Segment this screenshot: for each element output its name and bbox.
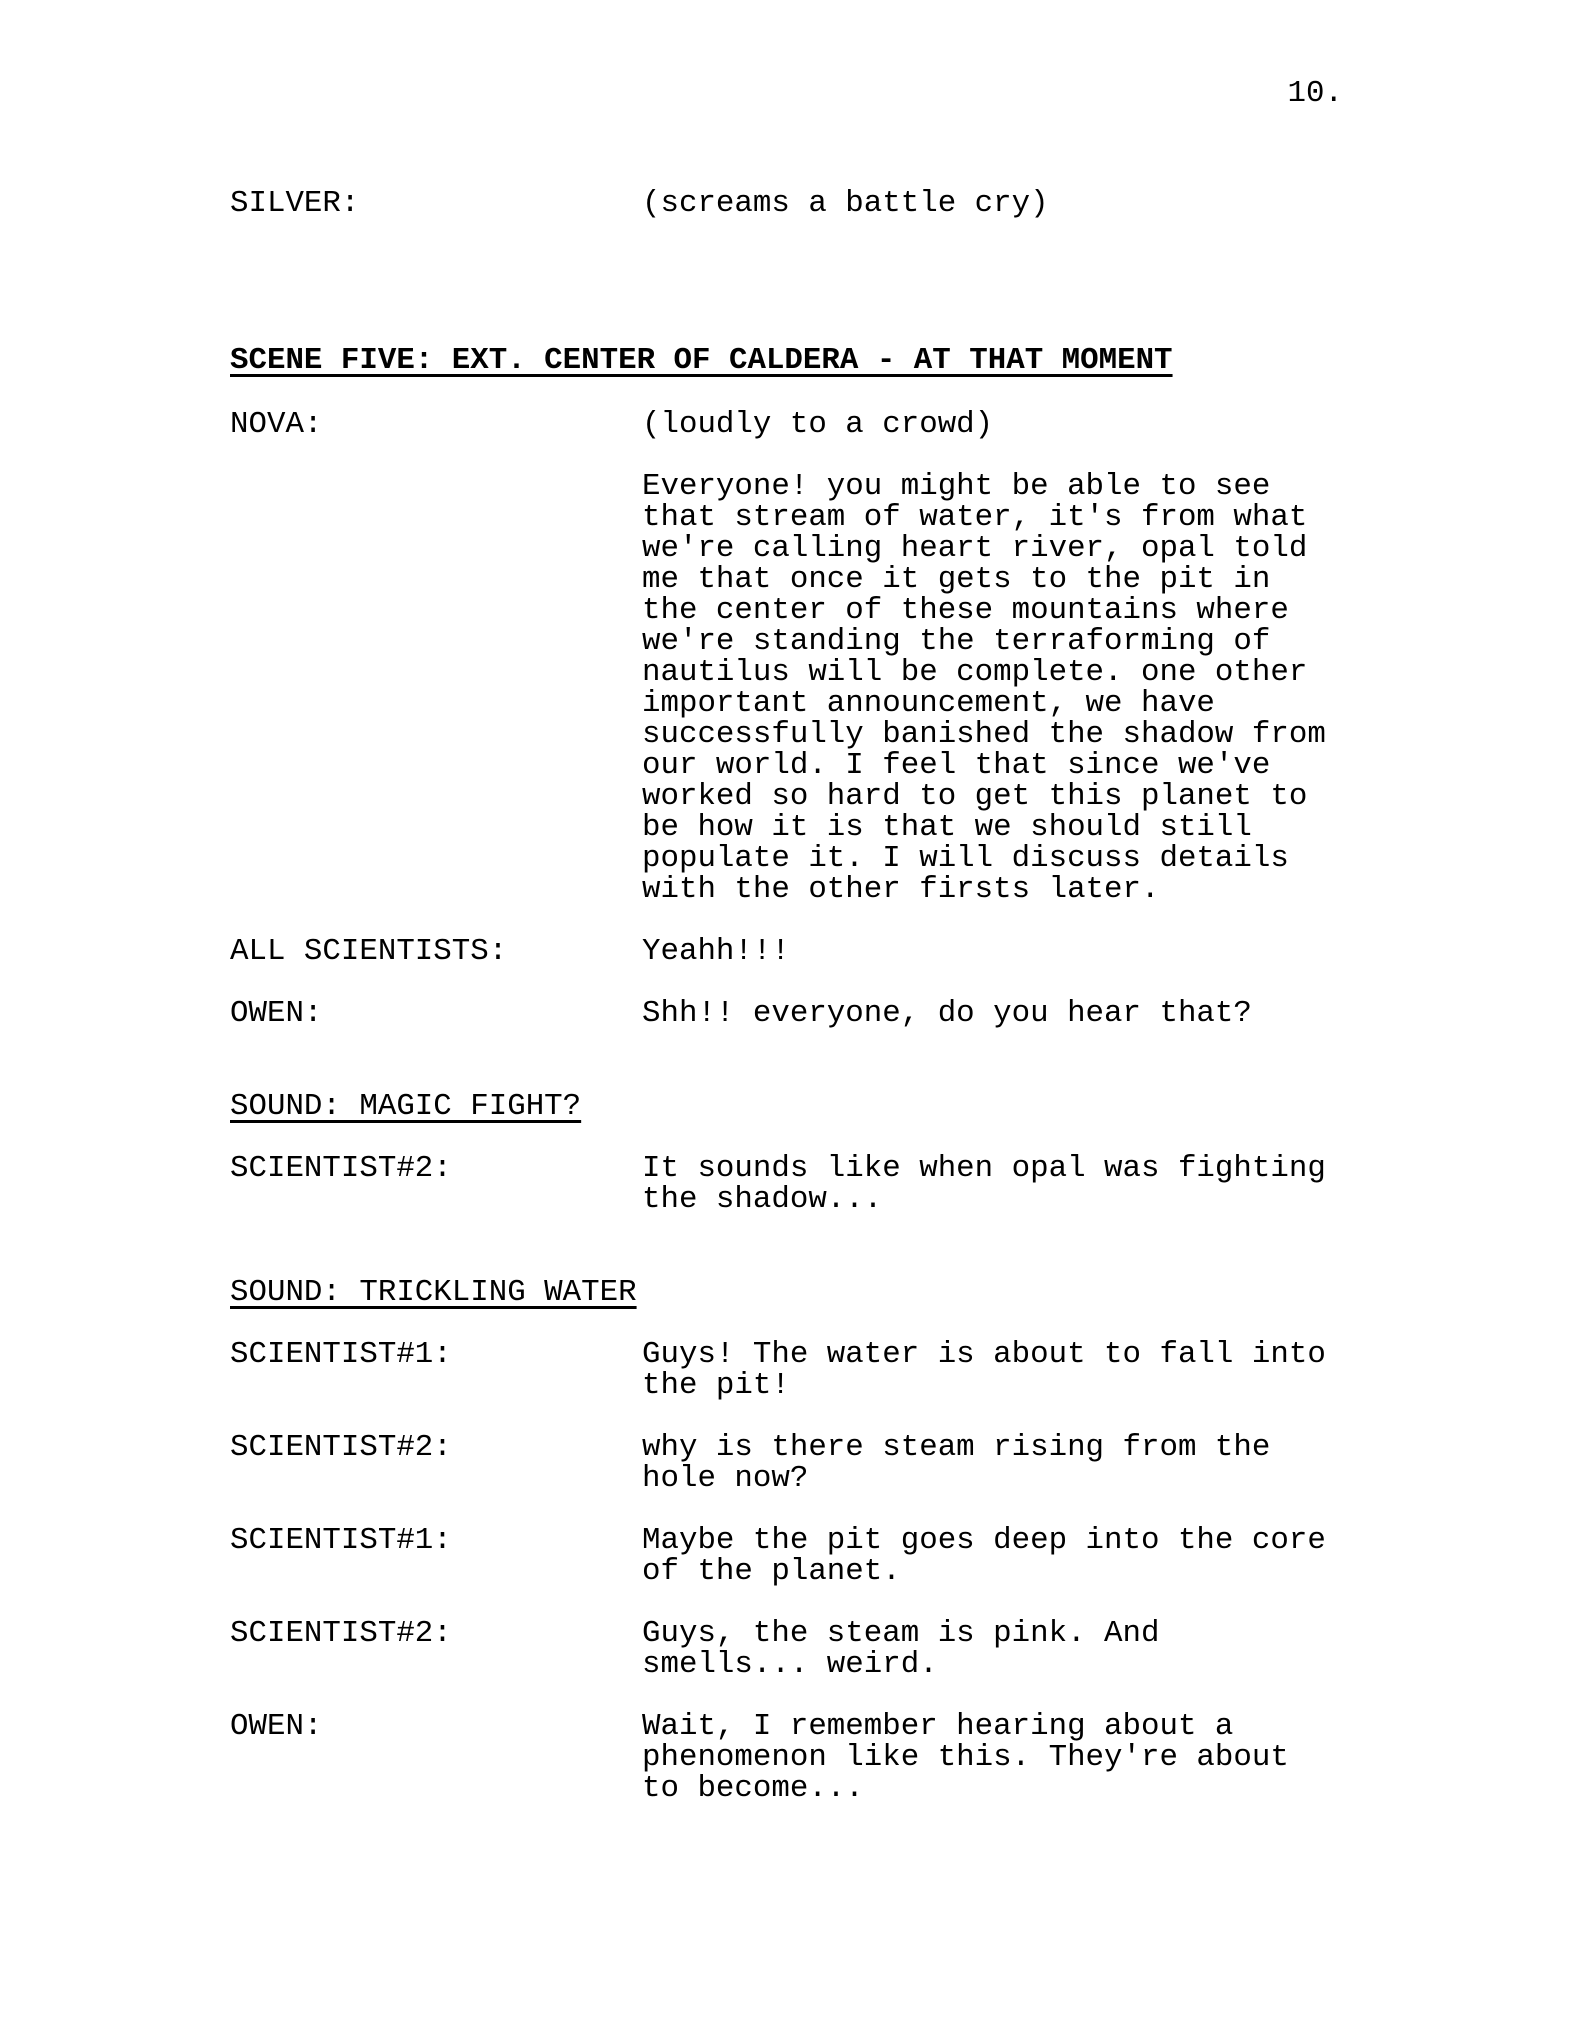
dialogue-block-scientist2 <box>230 1618 1480 1680</box>
dialogue-block-scientist1 <box>230 1339 1480 1401</box>
dialogue-line: with the other firsts later. <box>642 872 1160 907</box>
dialogue-line: be how it is that we should still <box>642 810 1252 845</box>
dialogue-line: Everyone! you might be able to see <box>642 469 1271 504</box>
dialogue-line: to become... <box>642 1771 864 1806</box>
parenthetical-line: (screams a battle cry) <box>642 186 1049 221</box>
dialogue-line: the pit! <box>642 1368 790 1403</box>
character-name: ALL SCIENTISTS: <box>230 934 508 969</box>
dialogue-line: we're calling heart river, opal told <box>642 531 1308 566</box>
dialogue-line: the shadow... <box>642 1182 883 1217</box>
dialogue-line: me that once it gets to the pit in <box>642 562 1271 597</box>
character-name: SCIENTIST#2: <box>230 1151 452 1186</box>
character-name: SCIENTIST#1: <box>230 1337 452 1372</box>
sound-cue: SOUND: TRICKLING WATER <box>230 1275 637 1310</box>
dialogue-line: Guys, the steam is pink. And <box>642 1616 1160 1651</box>
dialogue-block-owen <box>230 998 1480 1029</box>
dialogue-line: nautilus will be complete. one other <box>642 655 1308 690</box>
page-number: 10. <box>1287 76 1343 111</box>
dialogue-line: our world. I feel that since we've <box>642 748 1271 783</box>
character-name: SCIENTIST#1: <box>230 1523 452 1558</box>
dialogue-line: populate it. I will discuss details <box>642 841 1289 876</box>
blank-line <box>642 440 1480 471</box>
character-name: SILVER: <box>230 186 360 221</box>
dialogue-block-nova <box>230 409 1480 905</box>
character-name: SCIENTIST#2: <box>230 1616 452 1651</box>
sound-cue-block <box>230 1091 1480 1122</box>
dialogue-line: Shh!! everyone, do you hear that? <box>642 996 1252 1031</box>
sound-cue: SOUND: MAGIC FIGHT? <box>230 1089 582 1124</box>
dialogue-block-scientist1 <box>230 1525 1480 1587</box>
dialogue-line: Maybe the pit goes deep into the core <box>642 1523 1326 1558</box>
dialogue-line: that stream of water, it's from what <box>642 500 1308 535</box>
dialogue-block-owen <box>230 1711 1480 1804</box>
dialogue-line: smells... weird. <box>642 1647 938 1682</box>
dialogue-line: Yeahh!!! <box>642 934 790 969</box>
dialogue-line: It sounds like when opal was fighting <box>642 1151 1326 1186</box>
dialogue-line: we're standing the terraforming of <box>642 624 1271 659</box>
character-name: OWEN: <box>230 1709 323 1744</box>
character-name: SCIENTIST#2: <box>230 1430 452 1465</box>
dialogue-line: Wait, I remember hearing about a <box>642 1709 1234 1744</box>
dialogue-block-silver <box>230 188 1480 219</box>
dialogue-line: successfully banished the shadow from <box>642 717 1326 752</box>
scene-heading: SCENE FIVE: EXT. CENTER OF CALDERA - AT THAT MOMENT <box>230 343 1173 378</box>
dialogue-line: why is there steam rising from the <box>642 1430 1271 1465</box>
dialogue-block-scientist2 <box>230 1432 1480 1494</box>
dialogue-line: the center of these mountains where <box>642 593 1289 628</box>
parenthetical-line: (loudly to a crowd) <box>642 407 994 442</box>
dialogue-block-all-scientists <box>230 936 1480 967</box>
dialogue-line: of the planet. <box>642 1554 901 1589</box>
dialogue-block-scientist2 <box>230 1153 1480 1215</box>
dialogue-line: hole now? <box>642 1461 809 1496</box>
dialogue-line: phenomenon like this. They're about <box>642 1740 1289 1775</box>
dialogue-line: important announcement, we have <box>642 686 1215 721</box>
dialogue-line: worked so hard to get this planet to <box>642 779 1308 814</box>
character-name: OWEN: <box>230 996 323 1031</box>
sound-cue-block <box>230 1277 1480 1308</box>
scene-heading-block <box>230 345 1480 376</box>
dialogue-line: Guys! The water is about to fall into <box>642 1337 1326 1372</box>
character-name: NOVA: <box>230 407 323 442</box>
